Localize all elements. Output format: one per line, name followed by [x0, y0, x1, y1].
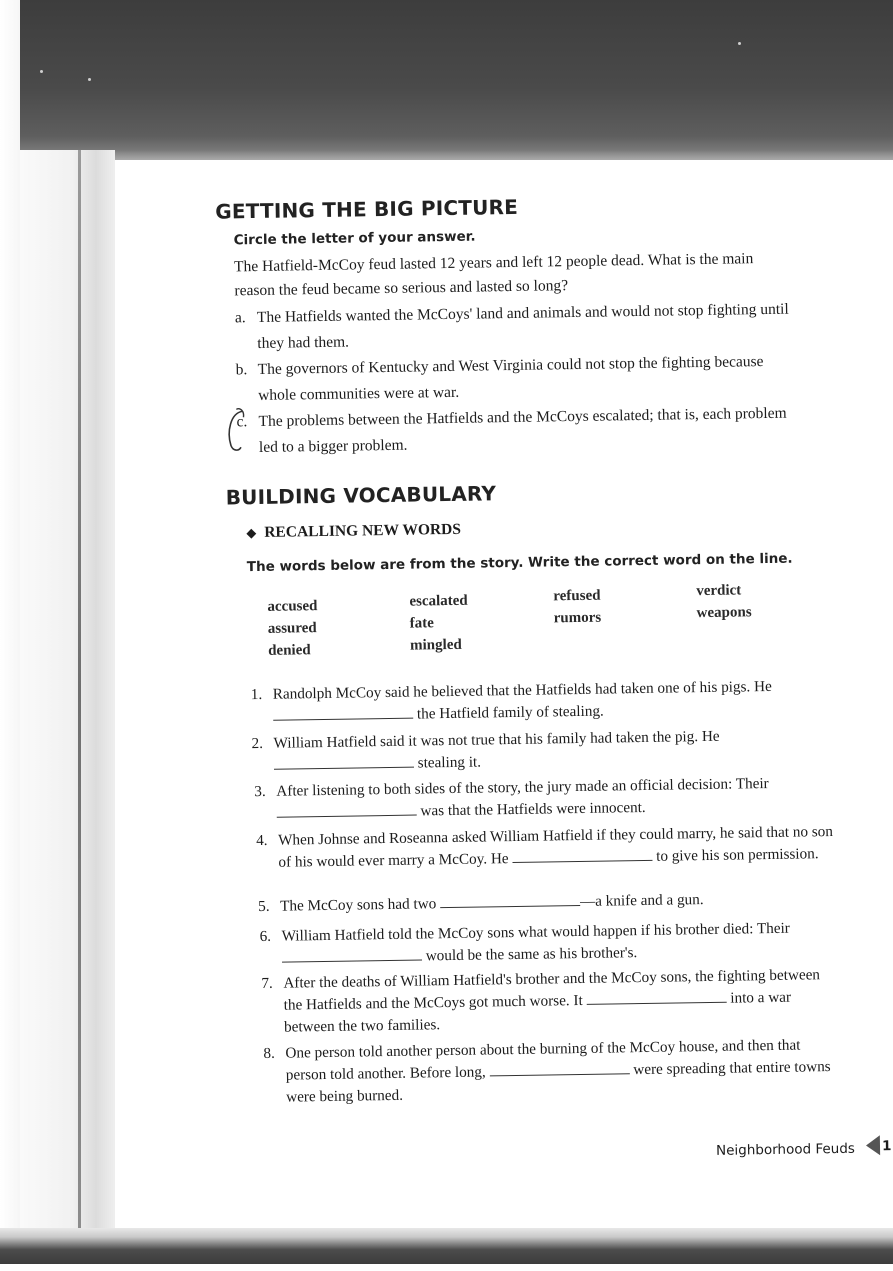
instruction-write-word: The words below are from the story. Write the correct word on the line. [246, 550, 793, 576]
item-number: 2. [251, 734, 264, 753]
answer-blank[interactable] [586, 990, 726, 1005]
word-bank-item: weapons [696, 604, 752, 622]
word-bank-item: refused [553, 587, 601, 605]
word-bank-item: accused [267, 598, 318, 615]
section-heading-big-picture: GETTING THE BIG PICTURE [215, 194, 519, 224]
vocab-item-1 [251, 675, 832, 728]
item-text-after: to give his son permission. [656, 845, 819, 865]
answer-blank[interactable] [512, 848, 652, 863]
answer-blank[interactable] [489, 1061, 629, 1076]
instruction-circle-letter: Circle the letter of your answer. [233, 228, 476, 249]
question-text: The Hatfield-McCoy feud lasted 12 years and left 12 people dead. What is the main reason the feud became so serious and lasted so long? [233, 250, 754, 300]
item-text-before: When Johnse and Roseanna asked William Hatfield if they could marry, he said that no son of his would ever marry a McCoy. He [277, 823, 834, 871]
option-text: The problems between the Hatfields and the McCoys escalated; that is, each problem led to a bigger problem. [258, 404, 787, 456]
word-bank-item: assured [267, 620, 317, 637]
diamond-bullet-icon: ◆ [246, 526, 257, 542]
vocab-item-5 [258, 887, 838, 918]
item-text-after: —a knife and a gun. [579, 891, 704, 910]
vocab-item-4 [256, 821, 837, 874]
word-bank-item: fate [409, 615, 435, 632]
item-text-after: would be the same as his brother's. [425, 944, 638, 965]
word-bank-item: rumors [553, 609, 602, 627]
vocab-item-8 [263, 1034, 844, 1109]
item-number: 8. [263, 1044, 275, 1062]
item-text-after: was that the Hatfields were innocent. [420, 798, 646, 820]
item-number: 4. [255, 831, 268, 850]
option-text: The governors of Kentucky and West Virginia could not stop the fighting because whole communities were at war. [257, 353, 764, 404]
subheading-text: RECALLING NEW WORDS [264, 520, 462, 541]
item-text-before: The McCoy sons had two [280, 895, 437, 915]
item-text-after: the Hatfield family of stealing. [416, 702, 604, 723]
answer-blank[interactable] [440, 893, 580, 908]
item-text-before: William Hatfield told the McCoy sons what would happen if his brother died: Their [281, 919, 790, 945]
option-a[interactable] [235, 297, 796, 358]
vocab-item-7 [261, 964, 842, 1039]
page-tab-arrow-icon [866, 1135, 880, 1155]
option-c[interactable] [236, 401, 797, 462]
answer-blank[interactable] [277, 803, 417, 818]
word-bank-item: verdict [696, 582, 742, 600]
option-letter: b. [235, 361, 248, 379]
item-text-before: After the deaths of William Hatfield's brother and the McCoy sons, the fighting between the Hatfields and the McCoys got much worse. It [283, 966, 821, 1014]
option-letter: c. [236, 413, 248, 431]
item-text-before: After listening to both sides of the story, the jury made an official decision: Their [276, 775, 769, 800]
item-text-before: Randolph McCoy said he believed that the Hatfields had taken one of his pigs. He [272, 677, 772, 703]
option-b[interactable] [236, 349, 797, 410]
answer-blank[interactable] [273, 706, 413, 721]
item-text-after: into a war between the two families. [283, 988, 792, 1036]
item-number: 5. [258, 897, 270, 916]
word-bank-item: denied [268, 642, 311, 659]
vocab-item-3 [254, 772, 835, 825]
item-text-before: One person told another person about the burning of the McCoy house, and then that person told another. Before long, [285, 1036, 801, 1084]
item-number: 6. [259, 927, 272, 946]
answer-blank[interactable] [282, 947, 422, 962]
option-letter: a. [234, 309, 246, 327]
word-bank-item: escalated [409, 592, 468, 610]
page-number: 1 [881, 1138, 892, 1155]
vocab-item-2 [251, 724, 832, 777]
handwritten-circle-mark [222, 405, 255, 455]
item-number: 1. [250, 685, 263, 704]
item-text-after: stealing it. [417, 753, 482, 772]
answer-blank[interactable] [274, 755, 414, 770]
footer-book-title: Neighborhood Feuds [715, 1140, 856, 1159]
item-number: 7. [261, 974, 273, 993]
subheading-recalling-words [246, 521, 461, 542]
item-text-before: William Hatfield said it was not true that his family had taken the pig. He [273, 727, 720, 752]
section-heading-vocabulary: BUILDING VOCABULARY [225, 481, 497, 510]
word-bank-item: mingled [409, 636, 462, 654]
item-number: 3. [254, 782, 266, 801]
item-text-after: were spreading that entire towns were being burned. [286, 1058, 831, 1106]
vocab-item-6 [259, 917, 840, 970]
option-text: The Hatfields wanted the McCoys' land and animals and would not stop fighting until they had them. [256, 300, 789, 352]
